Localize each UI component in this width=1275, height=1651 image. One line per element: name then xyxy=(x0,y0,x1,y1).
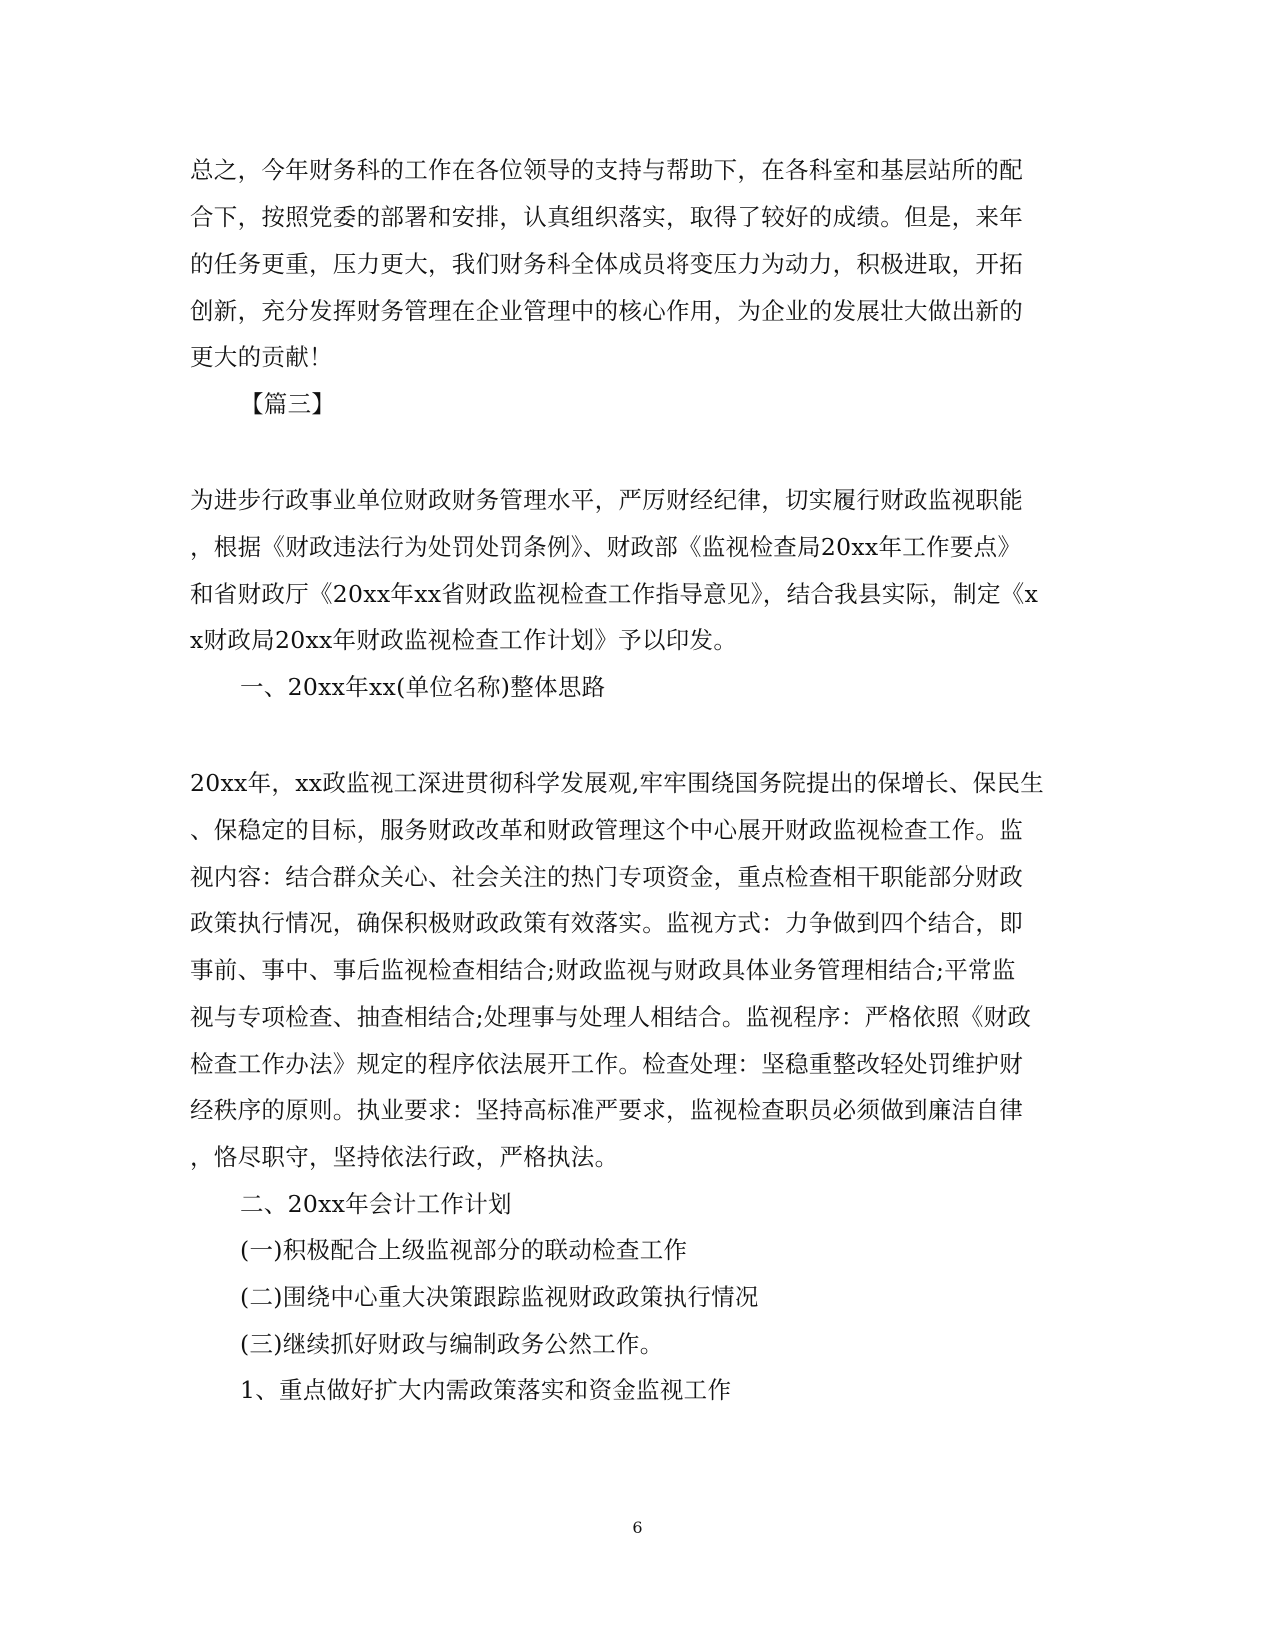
paragraph-2-line-2: ，根据《财政违法行为处罚处罚条例》、财政部《监视检查局20xx年工作要点》 xyxy=(190,533,1022,561)
list-item: (一)积极配合上级监视部分的联动检查工作 xyxy=(240,1236,688,1264)
paragraph-3-line-8: 经秩序的原则。执业要求：坚持高标准严要求，监视检查职员必须做到廉洁自律 xyxy=(190,1096,1023,1124)
paragraph-3-line-7: 检查工作办法》规定的程序依法展开工作。检查处理：坚稳重整改轻处罚维护财 xyxy=(190,1050,1023,1078)
list-item: (二)围绕中心重大决策跟踪监视财政政策执行情况 xyxy=(240,1283,759,1311)
section-heading: 【篇三】 xyxy=(240,390,336,418)
page-number: 6 xyxy=(632,1518,643,1537)
paragraph-1-line-1: 总之，今年财务科的工作在各位领导的支持与帮助下，在各科室和基层站所的配 xyxy=(190,156,1023,184)
heading-1: 一、20xx年xx(单位名称)整体思路 xyxy=(240,673,606,701)
paragraph-3-line-5: 事前、事中、事后监视检查相结合;财政监视与财政具体业务管理相结合;平常监 xyxy=(190,956,1016,984)
paragraph-1-line-3: 的任务更重，压力更大，我们财务科全体成员将变压力为动力，积极进取，开拓 xyxy=(190,250,1023,278)
paragraph-3-line-4: 政策执行情况，确保积极财政政策有效落实。监视方式：力争做到四个结合，即 xyxy=(190,909,1023,937)
paragraph-1-line-5: 更大的贡献！ xyxy=(190,343,333,371)
paragraph-1-line-4: 创新，充分发挥财务管理在企业管理中的核心作用，为企业的发展壮大做出新的 xyxy=(190,297,1023,325)
paragraph-2-line-3: 和省财政厅《20xx年xx省财政监视检查工作指导意见》，结合我县实际，制定《x xyxy=(190,580,1039,608)
paragraph-3-line-3: 视内容：结合群众关心、社会关注的热门专项资金，重点检查相干职能部分财政 xyxy=(190,863,1023,891)
heading-2: 二、20xx年会计工作计划 xyxy=(240,1190,512,1218)
paragraph-2-line-1: 为进步行政事业单位财政财务管理水平，严厉财经纪律，切实履行财政监视职能 xyxy=(190,486,1023,514)
paragraph-1-line-2: 合下，按照党委的部署和安排，认真组织落实，取得了较好的成绩。但是，来年 xyxy=(190,203,1023,231)
list-item: 1、重点做好扩大内需政策落实和资金监视工作 xyxy=(240,1376,732,1404)
paragraph-3-line-1: 20xx年，xx政监视工深进贯彻科学发展观,牢牢围绕国务院提出的保增长、保民生 xyxy=(190,769,1045,797)
paragraph-2-line-4: x财政局20xx年财政监视检查工作计划》予以印发。 xyxy=(190,626,738,654)
paragraph-3-line-9: ，恪尽职守，坚持依法行政，严格执法。 xyxy=(190,1143,619,1171)
paragraph-3-line-6: 视与专项检查、抽查相结合;处理事与处理人相结合。监视程序：严格依照《财政 xyxy=(190,1003,1032,1031)
list-item: (三)继续抓好财政与编制政务公然工作。 xyxy=(240,1330,664,1358)
paragraph-3-line-2: 、保稳定的目标，服务财政改革和财政管理这个中心展开财政监视检查工作。监 xyxy=(190,816,1023,844)
